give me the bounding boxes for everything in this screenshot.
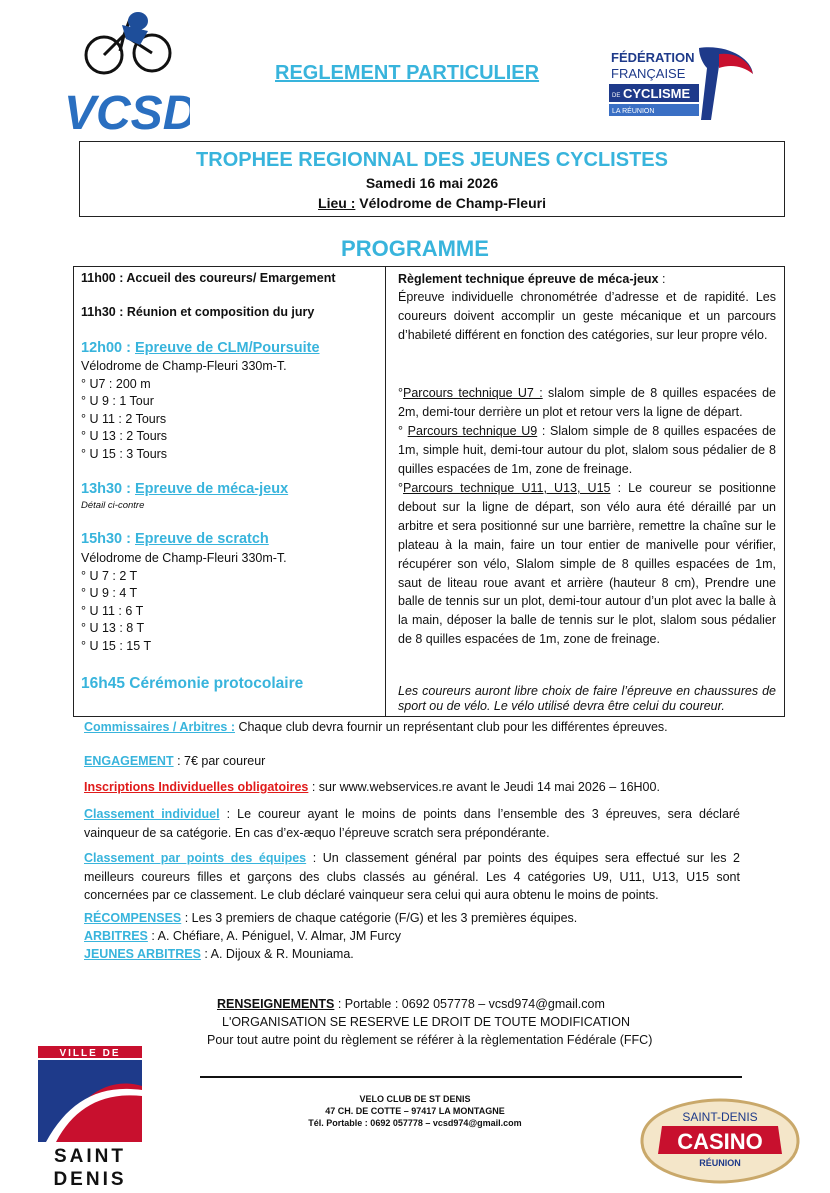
schedule-accueil: 11h00 : Accueil des coureurs/ Emargement [81,271,336,285]
inscriptions-paragraph [84,778,740,797]
classement-equipes-label: Classement par points des équipes [84,851,307,865]
parcours-u9-label: Parcours technique U9 [407,424,538,438]
scratch-item: ° U 15 : 15 T [81,639,152,653]
meca-label: Epreuve de méca-jeux [135,481,289,497]
recompenses-text: : Les 3 premiers de chaque catégorie (F/G) et les 3 premières équipes. [181,911,578,925]
clm-item: ° U 13 : 2 Tours [81,429,168,443]
svg-text:VILLE DE: VILLE DE [59,1048,121,1059]
meca-rules-title [398,270,776,289]
svg-text:LA RÉUNION: LA RÉUNION [612,108,655,115]
classement-equipes-text: : Un classement général par points des équipes sera effectué sur les 2 meilleurs coureurs filles et garçons des clubs classés au général. Les 4 catégories U9, U11, U13, U15 sont concernées par ce classement. Le club déclaré vainqueur sera celui qui aura obtenu le moins de points. [84,851,740,902]
parcours-u11-text: : Le coureur se positionne debout sur la ligne de départ, son vélo aura été déraillé par un arbitre et sera positionné sur une barrière, remettre la chaîne sur le plateau à la main, faire un tour entier de manivelle pour vérifier, récupérer son vélo, Slalom simple de 8 quilles espacées de 1m, saut de liteau roue avant et arrière (hauteur 8 cm), Prendre une balle de tennis sur un plot, demi-tour autour d’un plot avec la balle à la main, déposer la balle de tennis sur le plot, slalom sous pédalier de 8 quilles espacées de 1m, zone de freinage. [398,481,776,647]
svg-text:CASINO: CASINO [677,1129,763,1154]
clm-item: ° U 11 : 2 Tours [81,412,167,426]
scratch-label: Epreuve de scratch [135,531,269,547]
commissaires-label: Commissaires / Arbitres : [84,720,235,734]
scratch-venue: Vélodrome de Champ-Fleuri 330m-T. [81,551,287,565]
classement-individuel-paragraph [84,805,740,842]
reglement-notice: Pour tout autre point du règlement se référer à la règlementation Fédérale (FFC) [207,1033,653,1047]
recompenses-paragraph [84,909,740,928]
clm-item: ° U7 : 200 m [81,377,151,391]
arbitres-label: ARBITRES [84,929,148,943]
svg-text:FRANÇAISE: FRANÇAISE [611,66,686,81]
svg-text:RÉUNION: RÉUNION [699,1158,741,1168]
svg-text:CYCLISME: CYCLISME [623,86,691,101]
meca-time: 13h30 : [81,481,135,497]
commissaires-text: Chaque club devra fournir un représentant club pour les différentes épreuves. [234,720,668,734]
jeunes-arbitres-paragraph [84,945,740,964]
saint-denis-logo [38,1046,142,1188]
scratch-item: ° U 11 : 6 T [81,604,144,618]
footer-divider [200,1076,742,1078]
jeunes-arbitres-label: JEUNES ARBITRES [84,947,201,961]
clm-venue: Vélodrome de Champ-Fleuri 330m-T. [81,359,287,373]
event-name: TROPHEE REGIONNAL DES JEUNES CYCLISTES [196,149,668,171]
event-location [80,195,784,211]
engagement-label: ENGAGEMENT [84,754,174,768]
footer-address: 47 CH. DE COTTE – 97417 LA MONTAGNE [325,1106,505,1116]
clm-item: ° U 9 : 1 Tour [81,394,154,408]
renseignements-line [217,997,605,1011]
parcours-u9-text: : Slalom simple de 8 quilles espacées de 1m, simple huit, demi-tour autour du plot, slalom sous pédalier de 8 quilles espacées de 1m, zone de freinage. [398,424,776,476]
recompenses-label: RÉCOMPENSES [84,911,182,925]
engagement-paragraph [84,752,740,771]
classement-equipes-paragraph [84,849,740,905]
svg-text:DENIS: DENIS [53,1169,127,1188]
ffc-logo [607,44,755,120]
inscriptions-label: Inscriptions Individuelles obligatoires [84,780,309,794]
svg-text:SAINT: SAINT [54,1146,126,1167]
engagement-text: : 7€ par coureur [173,754,266,768]
scratch-item: ° U 9 : 4 T [81,586,138,600]
programme-divider [385,266,386,717]
schedule-meca [81,481,288,497]
classement-individuel-label: Classement individuel [84,807,220,821]
scratch-item: ° U 13 : 8 T [81,621,145,635]
commissaires-paragraph [84,718,740,737]
footer-tel: Tél. Portable : 0692 057778 – vcsd974@gmail.com [308,1118,522,1128]
inscriptions-text: : sur www.webservices.re avant le Jeudi 14 mai 2026 – 16H00. [308,780,660,794]
lieu-value: Vélodrome de Champ-Fleuri [355,195,546,211]
schedule-reunion: 11h30 : Réunion et composition du jury [81,305,315,319]
organisation-notice: L'ORGANISATION SE RESERVE LE DROIT DE TOUTE MODIFICATION [222,1015,631,1029]
meca-intro: Épreuve individuelle chronométrée d’adresse et de rapidité. Les coureurs doivent accomplir un geste mécanique et un parcours d’habileté différent en fonction des catégories, sur leur propre vélo. [398,290,776,342]
document-title: REGLEMENT PARTICULIER [275,62,540,84]
event-title-box [79,141,785,217]
parcours-u11-label: Parcours technique U11, U13, U15 [403,481,611,495]
arbitres-paragraph [84,927,740,946]
footer-club: VELO CLUB DE ST DENIS [359,1094,471,1104]
lieu-label: Lieu : [318,195,356,211]
classement-individuel-text: : Le coureur ayant le moins de points dans l’ensemble des 3 épreuves, sera déclaré vainqueur de sa catégorie. En cas d’ex-æquo l’épreuve scratch sera prépondérante. [84,807,741,840]
svg-text:SAINT-DENIS: SAINT-DENIS [682,1110,758,1124]
meca-note: Détail ci-contre [81,500,145,511]
renseignements-text: : Portable : 0692 057778 – vcsd974@gmail.com [334,997,605,1011]
programme-heading: PROGRAMME [341,236,489,261]
svg-text:VCSD: VCSD [64,87,190,135]
event-date: Samedi 16 mai 2026 [365,175,499,191]
svg-text:FÉDÉRATION: FÉDÉRATION [611,50,695,65]
schedule-ceremonie: 16h45 Cérémonie protocolaire [81,675,304,692]
parcours-u7: °Parcours technique U7 : slalom simple de 8 quilles espacées de 2m, demi-tour derrière un plot et retour vers la ligne de départ. [398,386,776,419]
meca-rules-title-suffix: : [658,272,666,286]
casino-logo [622,1096,818,1186]
svg-text:DE: DE [612,93,621,99]
parcours-u7-label: Parcours technique U7 : [403,386,543,400]
arbitres-text: : A. Chéfiare, A. Péniguel, V. Almar, JM Furcy [147,929,402,943]
renseignements-label: RENSEIGNEMENTS [217,997,335,1011]
meca-note: Les coureurs auront libre choix de faire l’épreuve en chaussures de sport ou de vélo. Le vélo utilisé devra être celui du coureur. [398,684,776,713]
vcsd-logo [60,5,190,135]
parcours-u11: °Parcours technique U11, U13, U15 : Le coureur se positionne debout sur la ligne de départ, son vélo aura été déraillé par un arbitre et sera positionné sur une barrière, remettre la chaîne sur le plateau à la main, faire un tour entier de manivelle pour vérifier, récupérer son vélo, Slalom simple de 8 quilles espacées de 1m, saut de liteau roue avant et arrière (hauteur 8 cm), Prendre une balle de tennis sur un plot, demi-tour autour d’un plot avec la balle à la main, déposer la balle de tennis sur le plot, slalom sous pédalier de 8 quilles espacées de 1m, zone de freinage. [398,481,776,647]
parcours-u9: ° Parcours technique U9 : Slalom simple de 8 quilles espacées de 1m, simple huit, demi-tour autour du plot, slalom sous pédalier de 8 quilles espacées de 1m, zone de freinage. [398,424,776,476]
parcours-u7-text: slalom simple de 8 quilles espacées de 2m, demi-tour derrière un plot et retour vers la ligne de départ. [398,386,776,419]
meca-rules-title-text: Règlement technique épreuve de méca-jeux [398,272,659,286]
schedule-clm [81,340,320,356]
clm-label: Epreuve de CLM/Poursuite [135,340,320,356]
schedule-scratch [81,531,269,547]
jeunes-arbitres-text: : A. Dijoux & R. Mouniama. [200,947,354,961]
scratch-item: ° U 7 : 2 T [81,569,138,583]
scratch-time: 15h30 : [81,531,135,547]
clm-item: ° U 15 : 3 Tours [81,447,168,461]
clm-time: 12h00 : [81,340,135,356]
